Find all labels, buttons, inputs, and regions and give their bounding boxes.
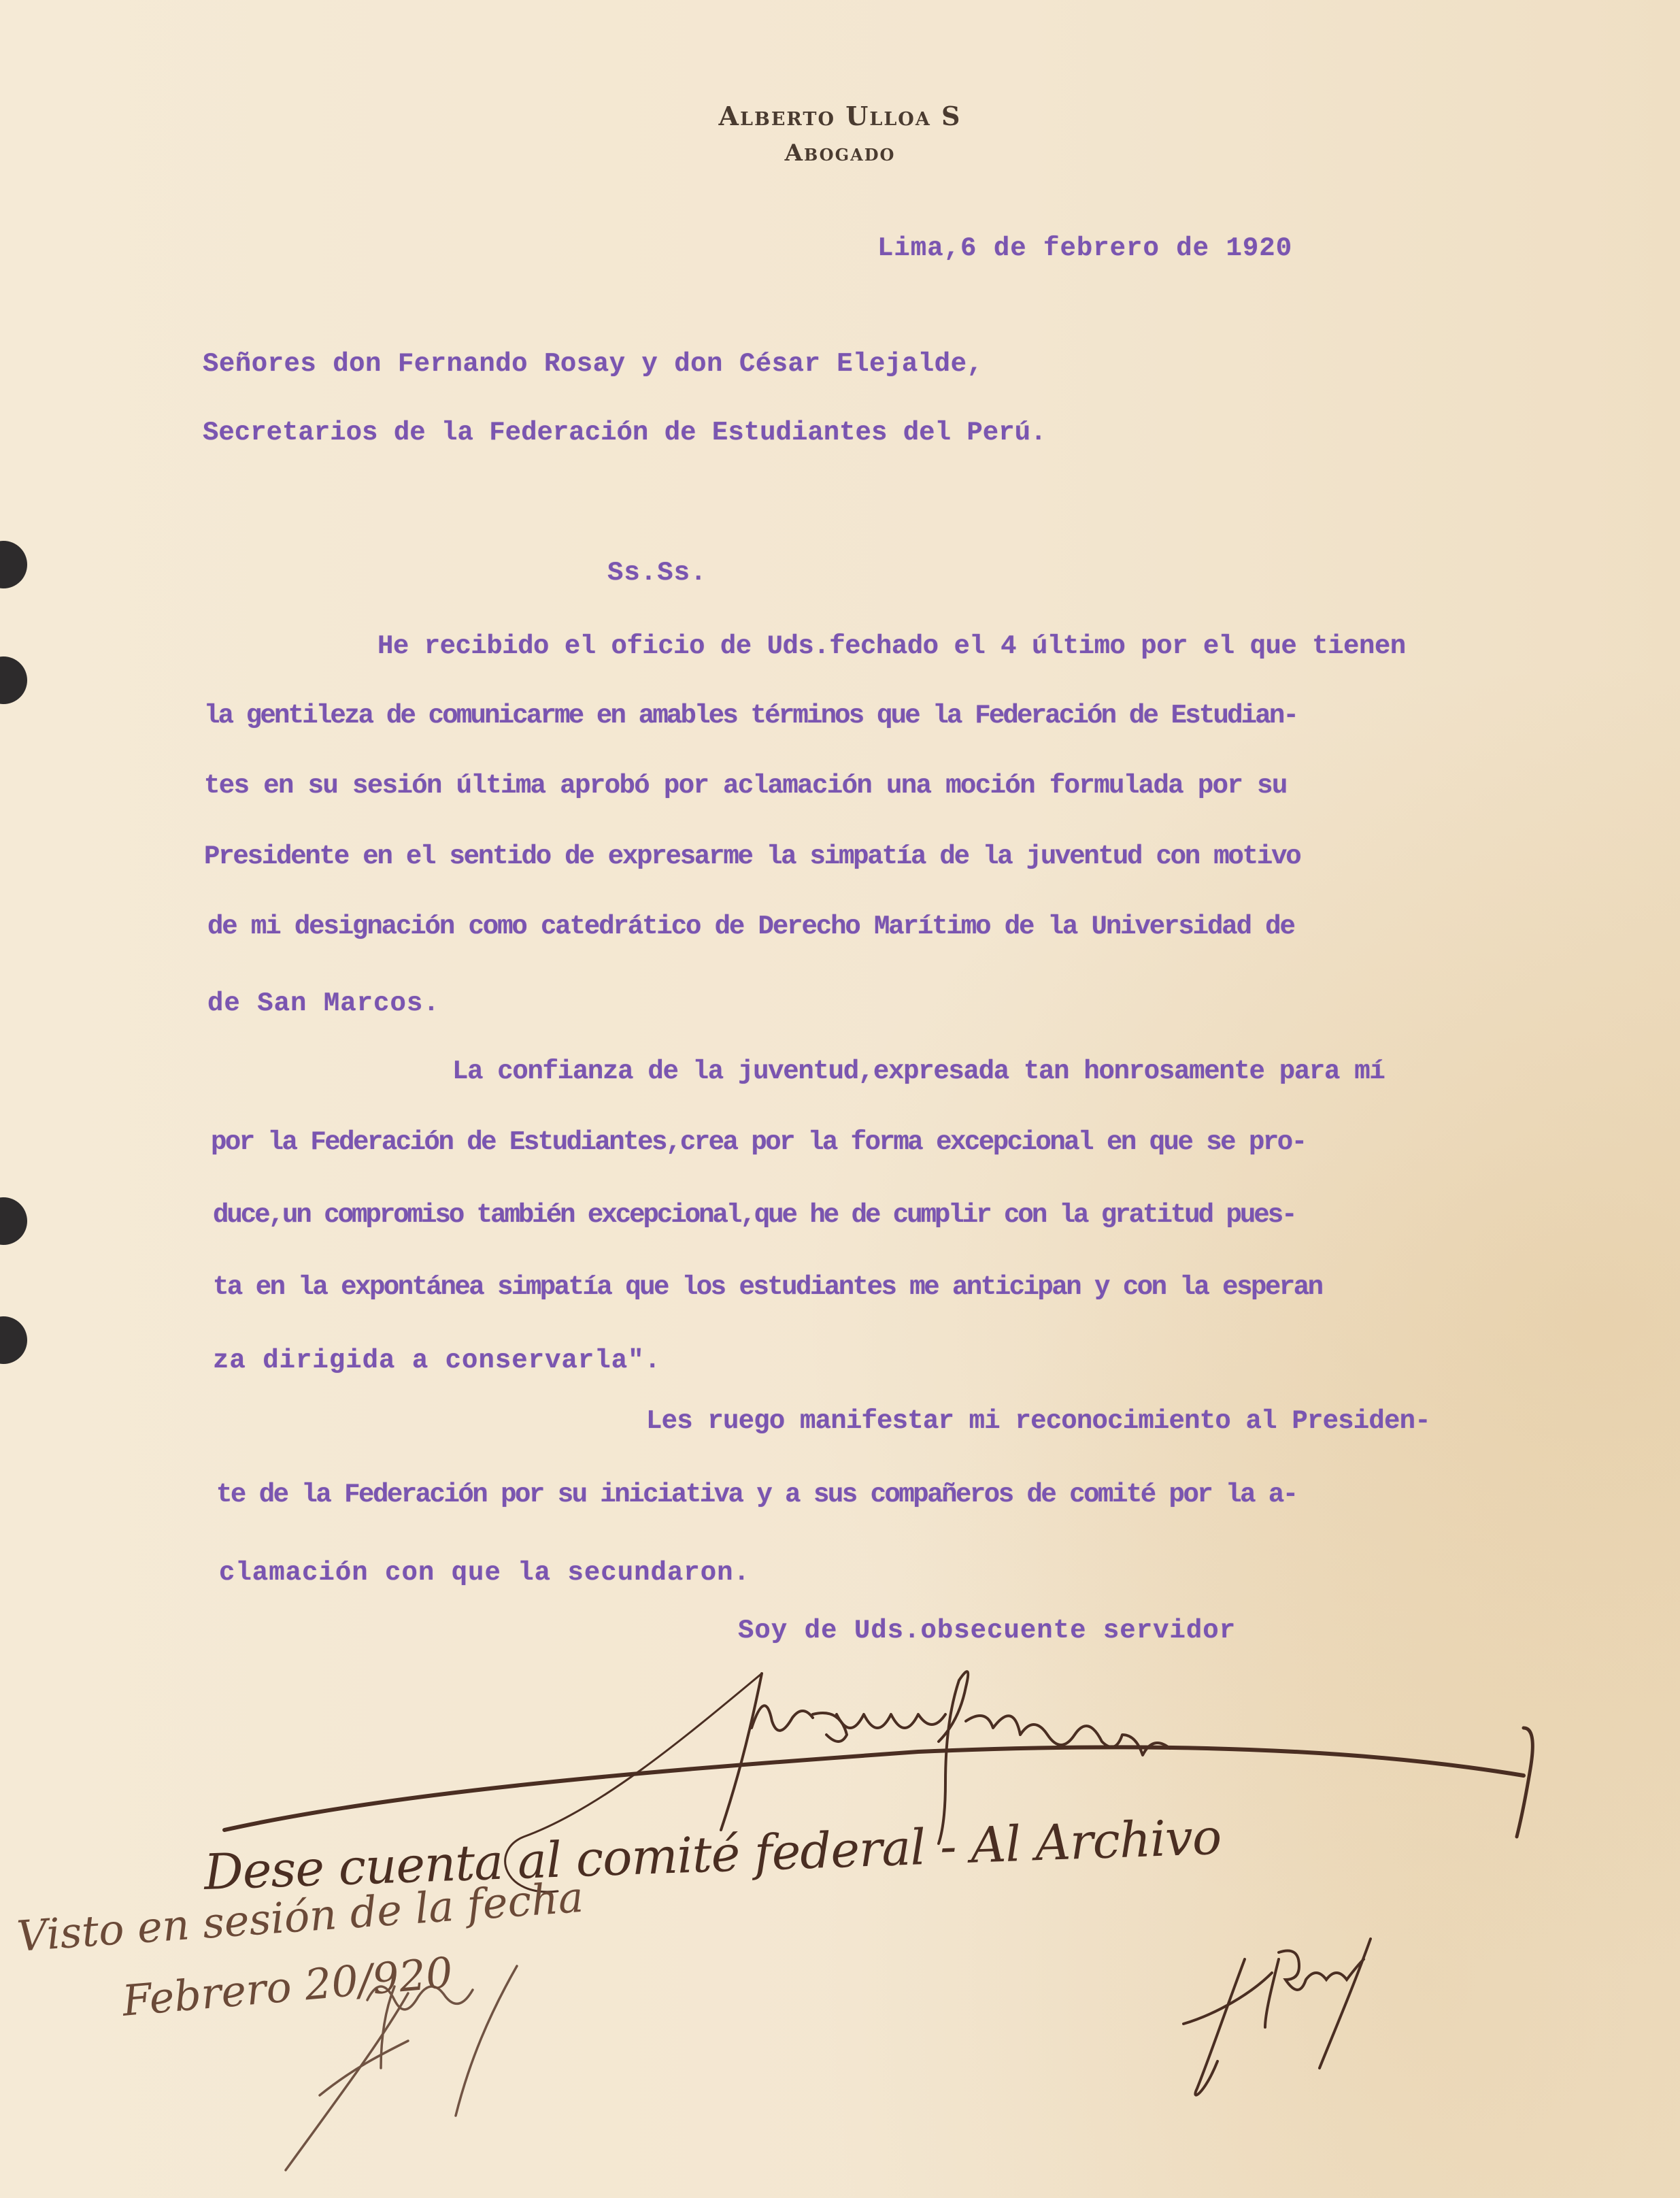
punch-hole bbox=[0, 1197, 27, 1245]
letterhead-name: Alberto Ulloa S bbox=[718, 101, 962, 131]
body-line: te de la Federación por su iniciativa y a sus compañeros de comité por la a- bbox=[216, 1480, 1297, 1510]
body-line: ta en la expontánea simpatía que los estudiantes me anticipan y con la esperan bbox=[213, 1272, 1322, 1302]
punch-hole bbox=[0, 1316, 27, 1364]
salutation: Ss.Ss. bbox=[607, 558, 707, 588]
body-line: He recibido el oficio de Uds.fechado el 4 último por el que tienen bbox=[377, 631, 1406, 661]
body-line: clamación con que la secundaron. bbox=[219, 1558, 750, 1588]
body-line: za dirigida a conservarla". bbox=[213, 1346, 661, 1376]
addressee-line: Secretarios de la Federación de Estudiantes del Perú. bbox=[203, 418, 1047, 448]
body-line: por la Federación de Estudiantes,crea por la forma excepcional en que se pro- bbox=[211, 1127, 1306, 1157]
date-line: Lima,6 de febrero de 1920 bbox=[877, 233, 1293, 263]
body-line: tes en su sesión última aprobó por aclamación una moción formulada por su bbox=[204, 771, 1287, 801]
body-line: Les ruego manifestar mi reconocimiento al Presiden- bbox=[646, 1406, 1430, 1436]
addressee-line: Señores don Fernando Rosay y don César Elejalde, bbox=[203, 349, 984, 379]
closing: Soy de Uds.obsecuente servidor bbox=[738, 1616, 1237, 1646]
body-line: de San Marcos. bbox=[207, 988, 440, 1018]
note-left-line2: Febrero 20/920 bbox=[120, 1947, 455, 2026]
note-left-line1: Visto en sesión de la fecha bbox=[15, 1871, 586, 1961]
body-line: de mi designación como catedrático de Derecho Marítimo de la Universidad de bbox=[207, 912, 1294, 942]
body-line: Presidente en el sentido de expresarme la simpatía de la juventud con motivo bbox=[204, 842, 1300, 871]
letterhead-title: Abogado bbox=[784, 139, 896, 167]
body-line: la gentileza de comunicarme en amables términos que la Federación de Estudian- bbox=[204, 701, 1298, 731]
punch-hole bbox=[0, 656, 27, 704]
note-main: Dese cuenta al comité federal - Al Archivo bbox=[203, 1808, 1222, 1901]
punch-hole bbox=[0, 541, 27, 588]
body-line: La confianza de la juventud,expresada tan honrosamente para mí bbox=[452, 1056, 1385, 1086]
body-line: duce,un compromiso también excepcional,que he de cumplir con la gratitud pues- bbox=[213, 1200, 1296, 1230]
